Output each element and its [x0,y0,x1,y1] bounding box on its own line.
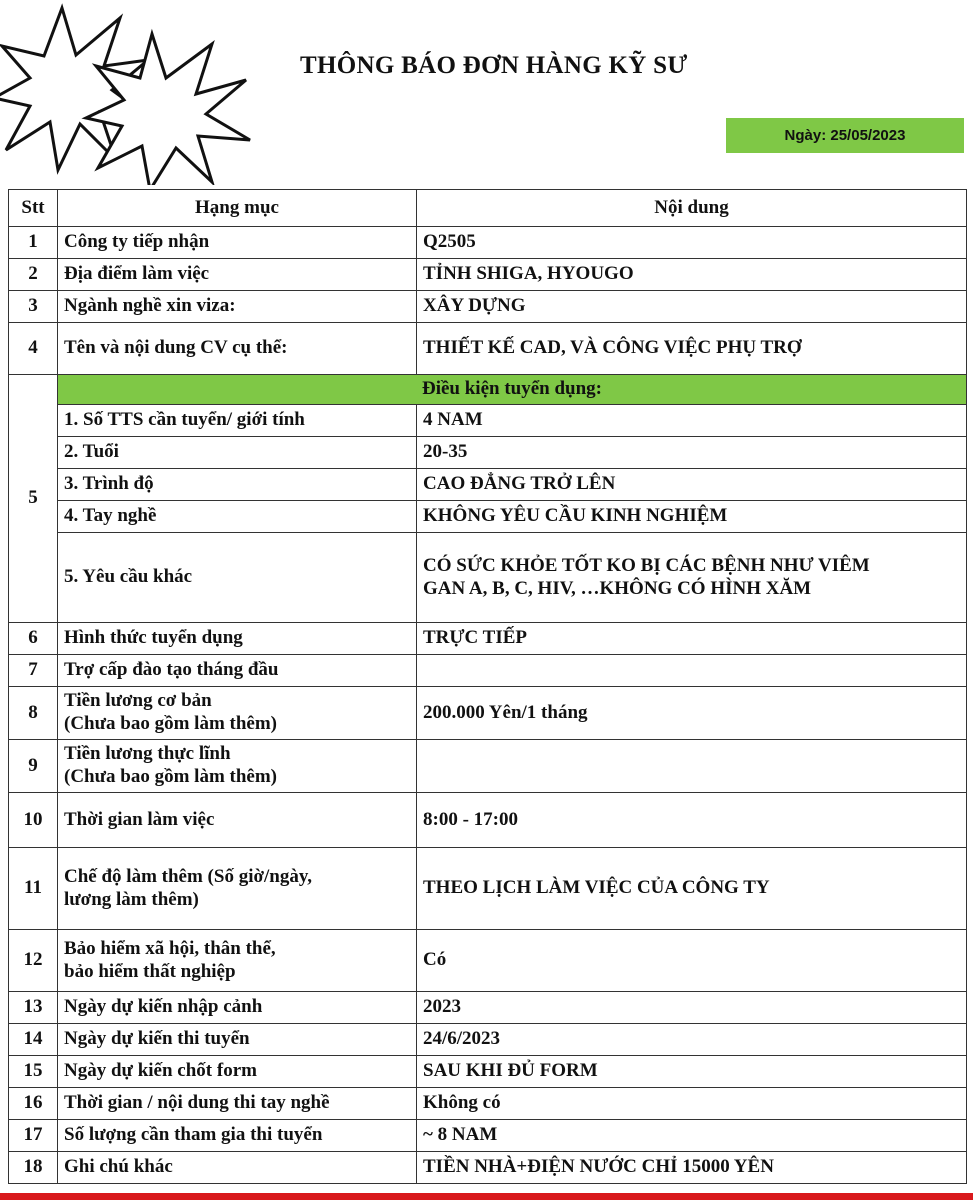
row-category-line: Tiền lương thực lĩnh [64,743,231,765]
page-title: THÔNG BÁO ĐƠN HÀNG KỸ SƯ [300,52,688,79]
row-category: Công ty tiếp nhận [58,227,417,259]
header-content: Nội dung [417,190,967,227]
row-category-line: Tiền lương cơ bản [64,690,212,712]
row-category-line: Bảo hiểm xã hội, thân thể, [64,937,276,959]
table-row [9,1056,967,1088]
row-category: 2. Tuổi [58,437,417,469]
row-value: THIẾT KẾ CAD, VÀ CÔNG VIỆC PHỤ TRỢ [417,323,967,375]
row-value [417,533,967,623]
row-number: 9 [9,740,58,793]
row-category: 3. Trình độ [58,469,417,501]
row-value-line: GAN A, B, C, HIV, …KHÔNG CÓ HÌNH XĂM [423,577,812,599]
row-category: Ngày dự kiến thi tuyển [58,1024,417,1056]
table-row [9,533,967,623]
table-row [9,1152,967,1184]
row-category: Địa điểm làm việc [58,259,417,291]
row-number: 3 [9,291,58,323]
row-category: Hình thức tuyển dụng [58,623,417,655]
table-row [9,1088,967,1120]
row-value: TIỀN NHÀ+ĐIỆN NƯỚC CHỈ 15000 YÊN [417,1152,967,1184]
row-category-line: lương làm thêm) [64,888,199,910]
row-category-line: bảo hiểm thất nghiệp [64,960,236,982]
row-category: Thời gian làm việc [58,793,417,848]
row-number: 17 [9,1120,58,1152]
row-category: Tên và nội dung CV cụ thể: [58,323,417,375]
table-row [9,848,967,930]
table-row [9,930,967,992]
table-row [9,740,967,793]
row-number: 1 [9,227,58,259]
row-number: 8 [9,687,58,740]
row-category-line: (Chưa bao gồm làm thêm) [64,713,277,734]
table-row [9,793,967,848]
row-value: 2023 [417,992,967,1024]
section-heading: Điều kiện tuyển dụng: [58,375,967,405]
table-row [9,992,967,1024]
table-row [9,687,967,740]
table-row [9,437,967,469]
row-category: 1. Số TTS cần tuyển/ giới tính [58,405,417,437]
row-number: 4 [9,323,58,375]
row-category-line: Chế độ làm thêm (Số giờ/ngày, [64,865,313,887]
table-row [9,323,967,375]
row-value: KHÔNG YÊU CẦU KINH NGHIỆM [417,501,967,533]
row-value: 200.000 Yên/1 tháng [417,687,967,740]
table-row [9,1024,967,1056]
row-category [58,848,417,930]
table-row [9,469,967,501]
row-value [417,740,967,793]
row-number: 7 [9,655,58,687]
row-number: 14 [9,1024,58,1056]
row-value: Không có [417,1088,967,1120]
row-value: SAU KHI ĐỦ FORM [417,1056,967,1088]
row-value: Có [417,930,967,992]
table-row [9,655,967,687]
row-value [417,655,967,687]
row-number: 6 [9,623,58,655]
row-value: CAO ĐẲNG TRỞ LÊN [417,469,967,501]
row-value: 8:00 - 17:00 [417,793,967,848]
row-value-line: CÓ SỨC KHỎE TỐT KO BỊ CÁC BỆNH NHƯ VIÊM [423,554,870,576]
row-number: 10 [9,793,58,848]
row-value: 24/6/2023 [417,1024,967,1056]
table-header-row [9,190,967,227]
table-row [9,405,967,437]
row-category: Thời gian / nội dung thi tay nghề [58,1088,417,1120]
row-value: XÂY DỰNG [417,291,967,323]
order-table [8,189,967,1184]
date-badge: Ngày: 25/05/2023 [726,118,964,153]
row-category: Số lượng cần tham gia thi tuyển [58,1120,417,1152]
bottom-red-bar [0,1193,973,1200]
row-category: 4. Tay nghề [58,501,417,533]
row-number: 18 [9,1152,58,1184]
header-stt: Stt [9,190,58,227]
row-category [58,740,417,793]
row-value: 4 NAM [417,405,967,437]
row-value: THEO LỊCH LÀM VIỆC CỦA CÔNG TY [417,848,967,930]
table-row [9,1120,967,1152]
table-row [9,291,967,323]
row-category: Trợ cấp đào tạo tháng đầu [58,655,417,687]
row-category [58,687,417,740]
row-number: 12 [9,930,58,992]
row-category: Ghi chú khác [58,1152,417,1184]
row-category-line: (Chưa bao gồm làm thêm) [64,766,277,787]
row-number: 15 [9,1056,58,1088]
row-category [58,930,417,992]
row-value: TRỰC TIẾP [417,623,967,655]
row-number: 11 [9,848,58,930]
row-value: 20-35 [417,437,967,469]
row-number: 2 [9,259,58,291]
table-row [9,375,967,405]
row-category: Ngày dự kiến chốt form [58,1056,417,1088]
row-value: Q2505 [417,227,967,259]
table-row [9,227,967,259]
table-row [9,501,967,533]
row-value: TỈNH SHIGA, HYOUGO [417,259,967,291]
table-row [9,623,967,655]
redaction-starburst-icon [0,0,260,185]
row-value: ~ 8 NAM [417,1120,967,1152]
starburst-right-icon [86,34,250,185]
row-category: Ngày dự kiến nhập cảnh [58,992,417,1024]
row-category: 5. Yêu cầu khác [58,533,417,623]
row-number: 13 [9,992,58,1024]
header-category: Hạng mục [58,190,417,227]
row-number: 5 [9,375,58,623]
table-row [9,259,967,291]
row-number: 16 [9,1088,58,1120]
row-category: Ngành nghề xin viza: [58,291,417,323]
